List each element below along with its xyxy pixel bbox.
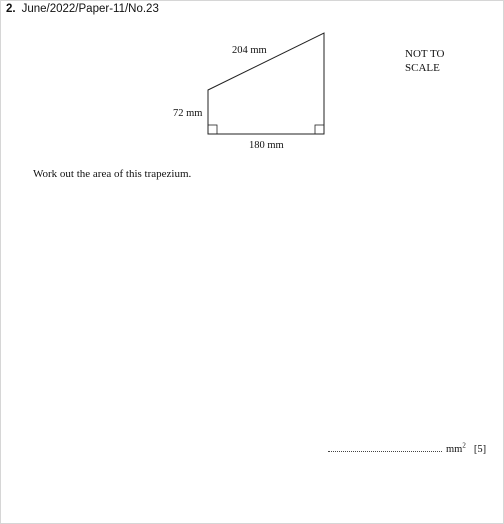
top-side-label: 204 mm — [232, 45, 267, 56]
right-angle-marker-left — [208, 125, 217, 134]
unit-power: 2 — [462, 441, 466, 449]
note-line-1: NOT TO — [405, 48, 445, 60]
bottom-side-label: 180 mm — [249, 140, 284, 151]
not-to-scale-note — [405, 47, 444, 75]
note-line-2: SCALE — [405, 62, 440, 74]
answer-row — [328, 441, 486, 455]
unit-text: mm — [446, 443, 463, 455]
question-number: 2. — [6, 3, 16, 15]
answer-unit — [446, 441, 466, 455]
left-side-label: 72 mm — [173, 108, 203, 119]
question-text: Work out the area of this trapezium. — [33, 168, 192, 180]
marks-label: [5] — [473, 443, 487, 455]
right-angle-marker-right — [315, 125, 324, 134]
answer-line[interactable] — [328, 442, 442, 452]
paper-reference: June/2022/Paper-11/No.23 — [21, 3, 159, 15]
